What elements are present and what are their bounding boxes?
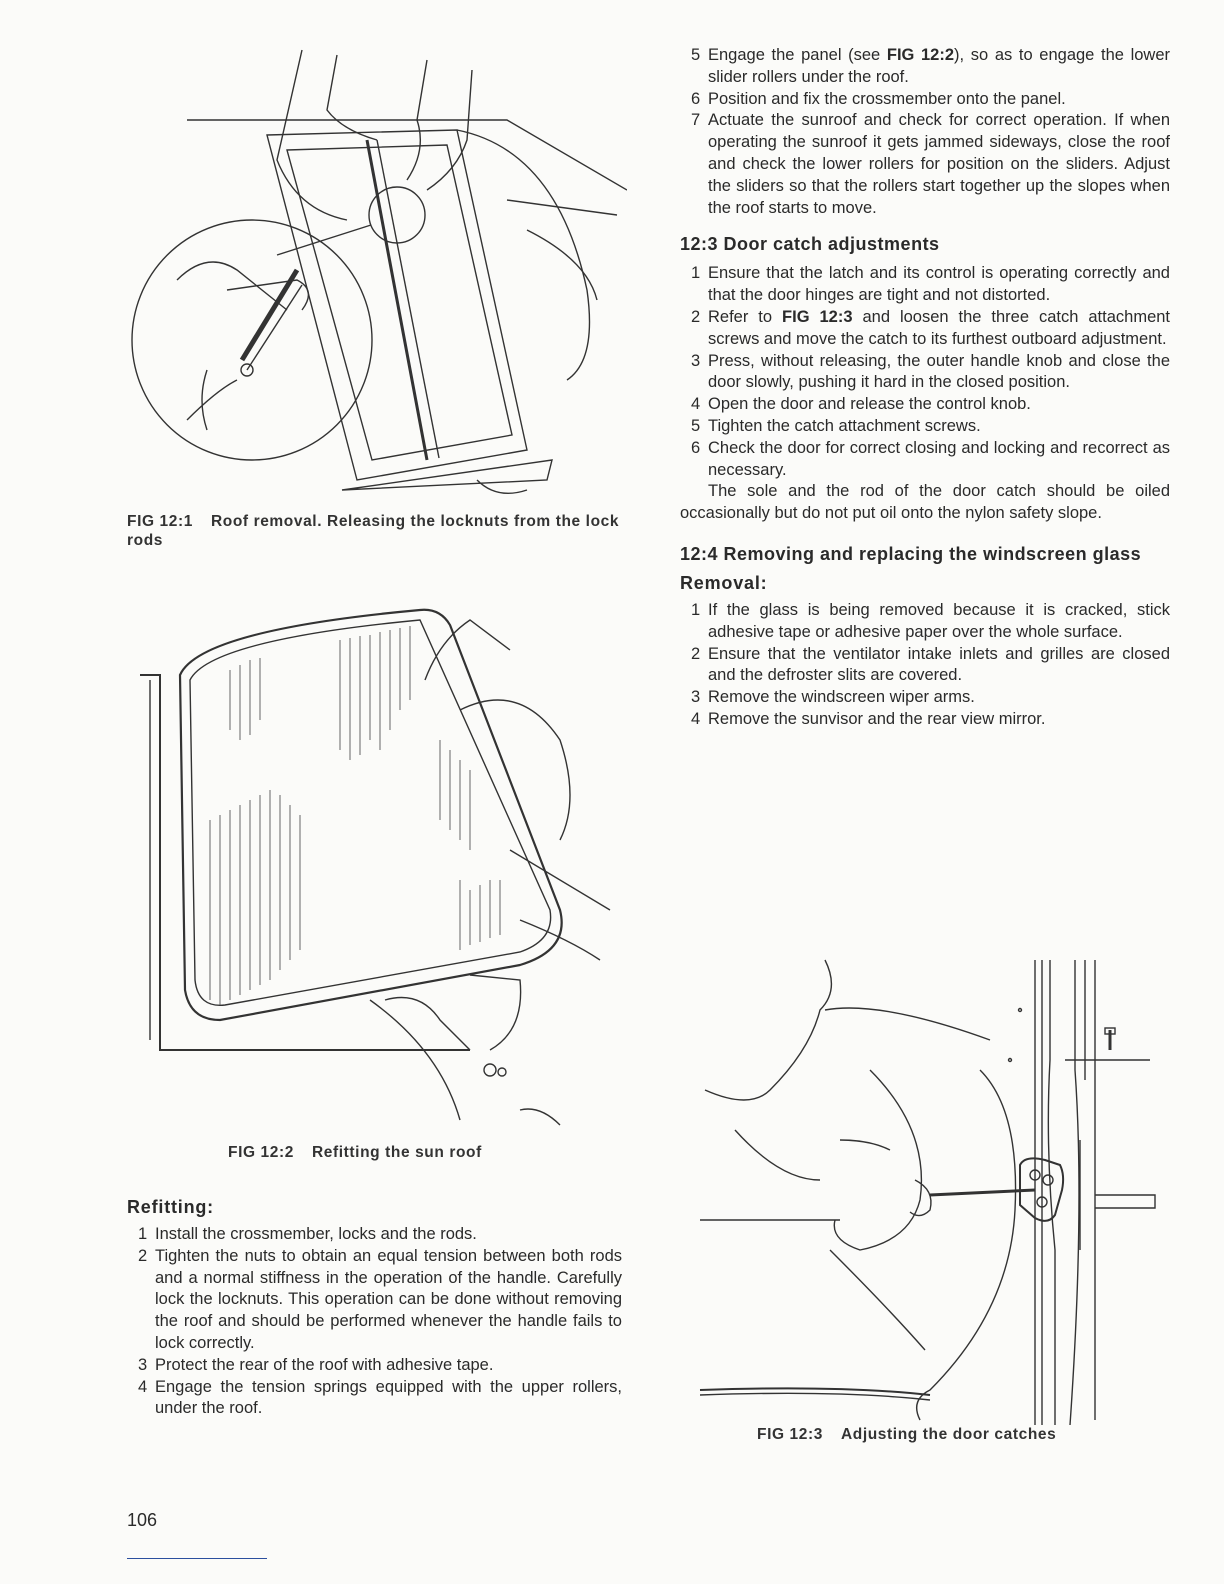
figure-reference: FIG 12:3: [782, 307, 853, 326]
list-item: 1 Install the crossmember, locks and the rods.: [138, 1225, 477, 1243]
list-item: 1 Ensure that the latch and its control is operating correctly and that the door hinges are tight and not distorted.: [691, 264, 1170, 305]
list-item: 2 Tighten the nuts to obtain an equal tension between both rods and a normal stiffness in the operation of the handle. Carefully lock the locknuts. This operation can be done without removing the roof and should be performed whenever the handle fails to lock correctly.: [138, 1246, 622, 1352]
list-item: 6 Position and fix the crossmember onto the panel.: [691, 89, 1066, 108]
section-12-3-title: 12:3 Door catch adjustments: [680, 234, 940, 255]
figure-12-3-text: Adjusting the door catches: [840, 1426, 1057, 1443]
list-item: 2 Ensure that the ventilator intake inlets and grilles are closed and the defroster slits are covered.: [691, 644, 1170, 685]
list-item: 7 Actuate the sunroof and check for correct operation. If when operating the sunroof it gets jammed sideways, close the roof and check the lower rollers for position on the sliders. Adjust the sliders so that the rollers start together up the slopes when the roof starts to move.: [691, 111, 1170, 217]
figure-12-3-number: FIG 12:3: [757, 1426, 823, 1443]
sunroof-steps-continued: [680, 45, 1170, 219]
page-number: 106: [127, 1510, 158, 1530]
figure-12-2-illustration: [140, 580, 620, 1140]
list-item: 4 Open the door and release the control knob.: [691, 395, 1031, 414]
figure-12-1-text: Roof removal. Releasing the locknuts from the lock rods: [127, 513, 620, 549]
list-item: 5 Tighten the catch attachment screws.: [691, 416, 981, 435]
door-catch-steps: [680, 263, 1170, 481]
removal-heading: Removal:: [680, 572, 768, 593]
list-item: 3 Protect the rear of the roof with adhesive tape.: [138, 1355, 494, 1374]
figure-12-1-illustration: [127, 40, 627, 505]
figure-12-2-number: FIG 12:2: [228, 1144, 294, 1161]
figure-12-3-illustration: [690, 950, 1160, 1425]
refitting-steps: [127, 1224, 622, 1420]
list-item: 3 Press, without releasing, the outer handle knob and close the door slowly, pushing it hard in the closed position.: [691, 351, 1170, 392]
figure-12-1-caption: [127, 512, 622, 550]
windscreen-removal-steps: [680, 600, 1170, 731]
figure-12-3-caption: [757, 1426, 1056, 1444]
list-item: 6 Check the door for correct closing and locking and recorrect as necessary.: [691, 438, 1170, 479]
list-item: 2 Refer to FIG 12:3 and loosen the three catch attachment screws and move the catch to its furthest outboard adjustment.: [691, 307, 1171, 348]
figure-12-2-caption: [228, 1144, 482, 1162]
list-item: 3 Remove the windscreen wiper arms.: [691, 688, 975, 707]
list-item: 1 If the glass is being removed because it is cracked, stick adhesive tape or adhesive paper over the whole surface.: [691, 600, 1170, 641]
section-12-4-title: 12:4 Removing and replacing the windscreen glass: [680, 543, 1142, 564]
door-catch-note: The sole and the rod of the door catch should be oiled occasionally but do not put oil onto the nylon safety slope.: [680, 482, 1170, 523]
list-item: 4 Engage the tension springs equipped with the upper rollers, under the roof.: [138, 1377, 622, 1418]
footer-rule: [127, 1558, 267, 1559]
figure-12-1-number: FIG 12:1: [127, 513, 193, 530]
list-item: 5 Engage the panel (see FIG 12:2), so as to engage the lower slider rollers under the roof.: [691, 46, 1170, 86]
right-column-text: [680, 45, 1170, 731]
list-item: 4 Remove the sunvisor and the rear view mirror.: [691, 709, 1046, 728]
left-column-text: [127, 1197, 622, 1420]
figure-12-2-text: Refitting the sun roof: [311, 1144, 482, 1161]
figure-reference: FIG 12:2: [886, 46, 955, 64]
refitting-heading: Refitting:: [127, 1197, 214, 1217]
